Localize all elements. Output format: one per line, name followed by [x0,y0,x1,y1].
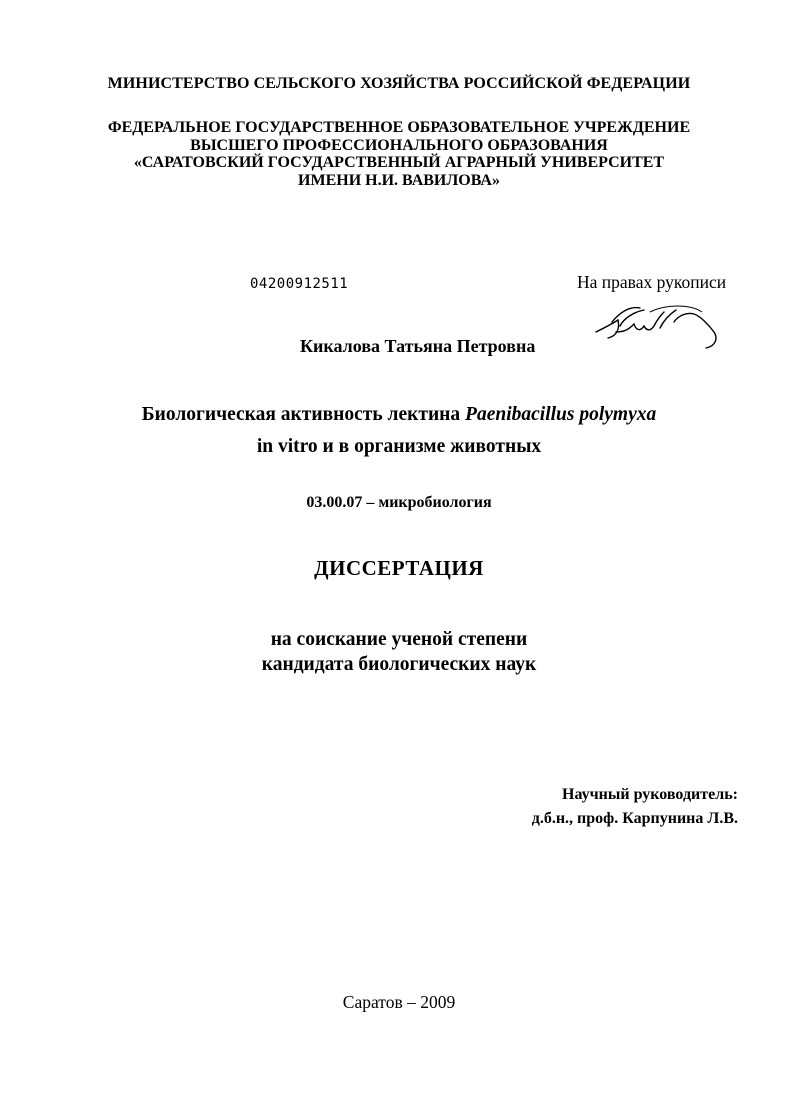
institution-line: ВЫСШЕГО ПРОФЕССИОНАЛЬНОГО ОБРАЗОВАНИЯ [190,136,608,154]
advisor-name: д.б.н., проф. Карпунина Л.В. [531,810,738,827]
degree-line: на соискание ученой степени [270,629,528,650]
registration-code: 04200912511 [250,276,349,292]
institution-line: ФЕДЕРАЛЬНОЕ ГОСУДАРСТВЕННОЕ ОБРАЗОВАТЕЛЬНОЕ УЧРЕЖДЕНИЕ [107,119,691,136]
place-and-year: Саратов – 2009 [342,992,456,1012]
manuscript-rights-note: На правах рукописи [577,272,727,292]
degree-statement [0,627,798,677]
species-name: Paenibacillus polymyxa [465,404,657,425]
degree-line: кандидата биологических наук [261,654,537,675]
ministry-heading: МИНИСТЕРСТВО СЕЛЬСКОГО ХОЗЯЙСТВА РОССИЙСКОЙ ФЕДЕРАЦИИ [107,75,691,92]
advisor-label: Научный руководитель: [562,786,738,803]
signature-icon [590,302,730,354]
scientific-advisor [532,783,738,831]
institution-line: «САРАТОВСКИЙ ГОСУДАРСТВЕННЫЙ АГРАРНЫЙ УНИВЕРСИТЕТ [133,154,665,171]
specialty-code: 03.00.07 – микробиология [306,494,492,511]
author-name: Кикалова Татьяна Петровна [300,336,536,356]
document-type: ДИССЕРТАЦИЯ [314,556,484,580]
institution-heading [0,119,798,189]
institution-line: ИМЕНИ Н.И. ВАВИЛОВА» [298,171,500,189]
title-line-2: in vitro и в организме животных [256,436,542,457]
dissertation-title [0,399,798,463]
title-line-1 [0,399,798,431]
title-text: Биологическая активность лектина [141,404,466,425]
